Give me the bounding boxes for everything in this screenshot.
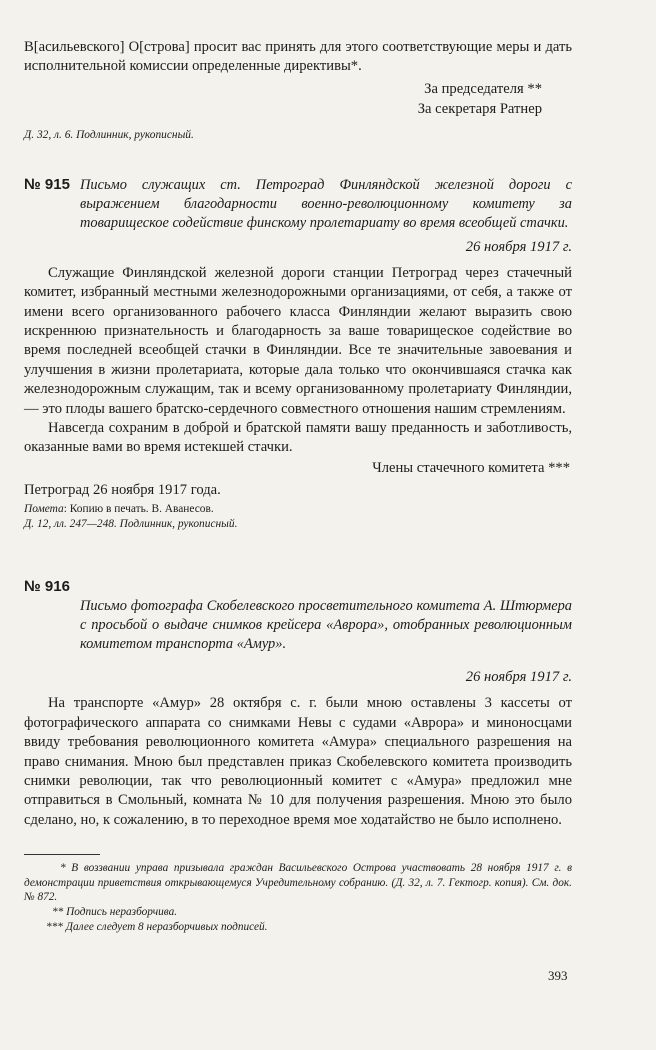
continuation-paragraph: В[асильевского] О[строва] просит вас принять для этого соответствующие меры и дать исполнительной комиссии определенные директивы*. <box>24 39 572 75</box>
place-date: Петроград 26 ноября 1917 года. <box>24 481 221 498</box>
signature-chairman: За председателя ** <box>424 80 542 97</box>
source-reference: Д. 32, л. 6. Подлинник, рукописный. <box>24 128 194 141</box>
document-number: № 916 <box>24 578 70 596</box>
body-paragraph: Служащие Финляндской железной дороги станции Петроград через стачечный комитет, избранный местными железнодорожными организациями, от себя, а также от имени всего организованного рабочего класса Финляндии желают выразить свою искреннюю признательность и благодарность за ваше товарищеское содействие во время последней всеобщей стачки в Финляндии. Все те значительные завоевания и улучшения в жизни пролетариата, которые дала только что окончившаяся стачка как железнодорожным служащим, так и всему организованному пролетариату Финляндии,— это плоды вашего братско-сердечного совместного отношения нашим стремлениям. <box>24 264 572 417</box>
signature-committee: Члены стачечного комитета *** <box>372 459 570 476</box>
footnote-marker: *** <box>548 459 570 476</box>
footnote-marker: ** <box>527 80 542 97</box>
document-date: 26 ноября 1917 г. <box>465 669 572 686</box>
footnote-divider <box>24 854 100 855</box>
document-title: Письмо служащих ст. Петроград Финляндской железной дороги с выражением благодарности военно-революционному комитету за товарищеское содействие финскому пролетариату во время всеобщей стачки. <box>80 176 572 231</box>
document-title: Письмо фотографа Скобелевского просветительного комитета А. Штюрмера с просьбой о выдаче снимков крейсера «Аврора», отобранных революционным комитетом транспорта «Амур». <box>80 598 572 653</box>
signature-secretary: За секретаря Ратнер <box>417 100 542 117</box>
document-page <box>24 30 572 934</box>
annotation-note: Помета: Копию в печать. В. Аванесов. <box>24 503 214 516</box>
body-paragraph: Навсегда сохраним в доброй и братской памяти вашу преданность и заботливость, оказанные вами во время истекшей стачки. <box>24 420 572 456</box>
footnote: ** Подпись неразборчива. <box>52 905 178 918</box>
source-reference: Д. 12, лл. 247—248. Подлинник, рукописный. <box>24 518 238 531</box>
document-number: № 915 <box>24 175 70 193</box>
page-number: 393 <box>548 968 568 983</box>
footnote: *** Далее следует 8 неразборчивых подписей. <box>46 920 268 933</box>
document-916 <box>24 578 572 830</box>
document-date: 26 ноября 1917 г. <box>465 238 572 255</box>
body-paragraph: На транспорте «Амур» 28 октября с. г. были мною оставлены 3 кассеты от фотографического аппарата со снимками Невы с судами «Аврора» и миноносцами ввиду требования революционного комитета «Амура» специального разрешения на право снимания. Мною был представлен приказ Скобелевского комитета производить снимки революции, так что революционный комитет с «Амура» предложил мне отправиться в Смольный, комната № 10 для получения разрешения. Мною это было сделано, но, к сожалению, в то переходное время мое ходатайство не было исполнено. <box>24 695 572 828</box>
footnote: * В воззвании управа призывала граждан Васильевского Острова участвовать 28 ноября 1917 г. в демонстрации приветствия открывающемуся Учредительному собранию. (Д. 32, л. 7. Гектогр. копия). См. док. № 872. <box>24 862 572 904</box>
footnotes <box>24 854 572 934</box>
footnote-marker: *. <box>350 58 362 75</box>
document-915 <box>24 176 572 532</box>
